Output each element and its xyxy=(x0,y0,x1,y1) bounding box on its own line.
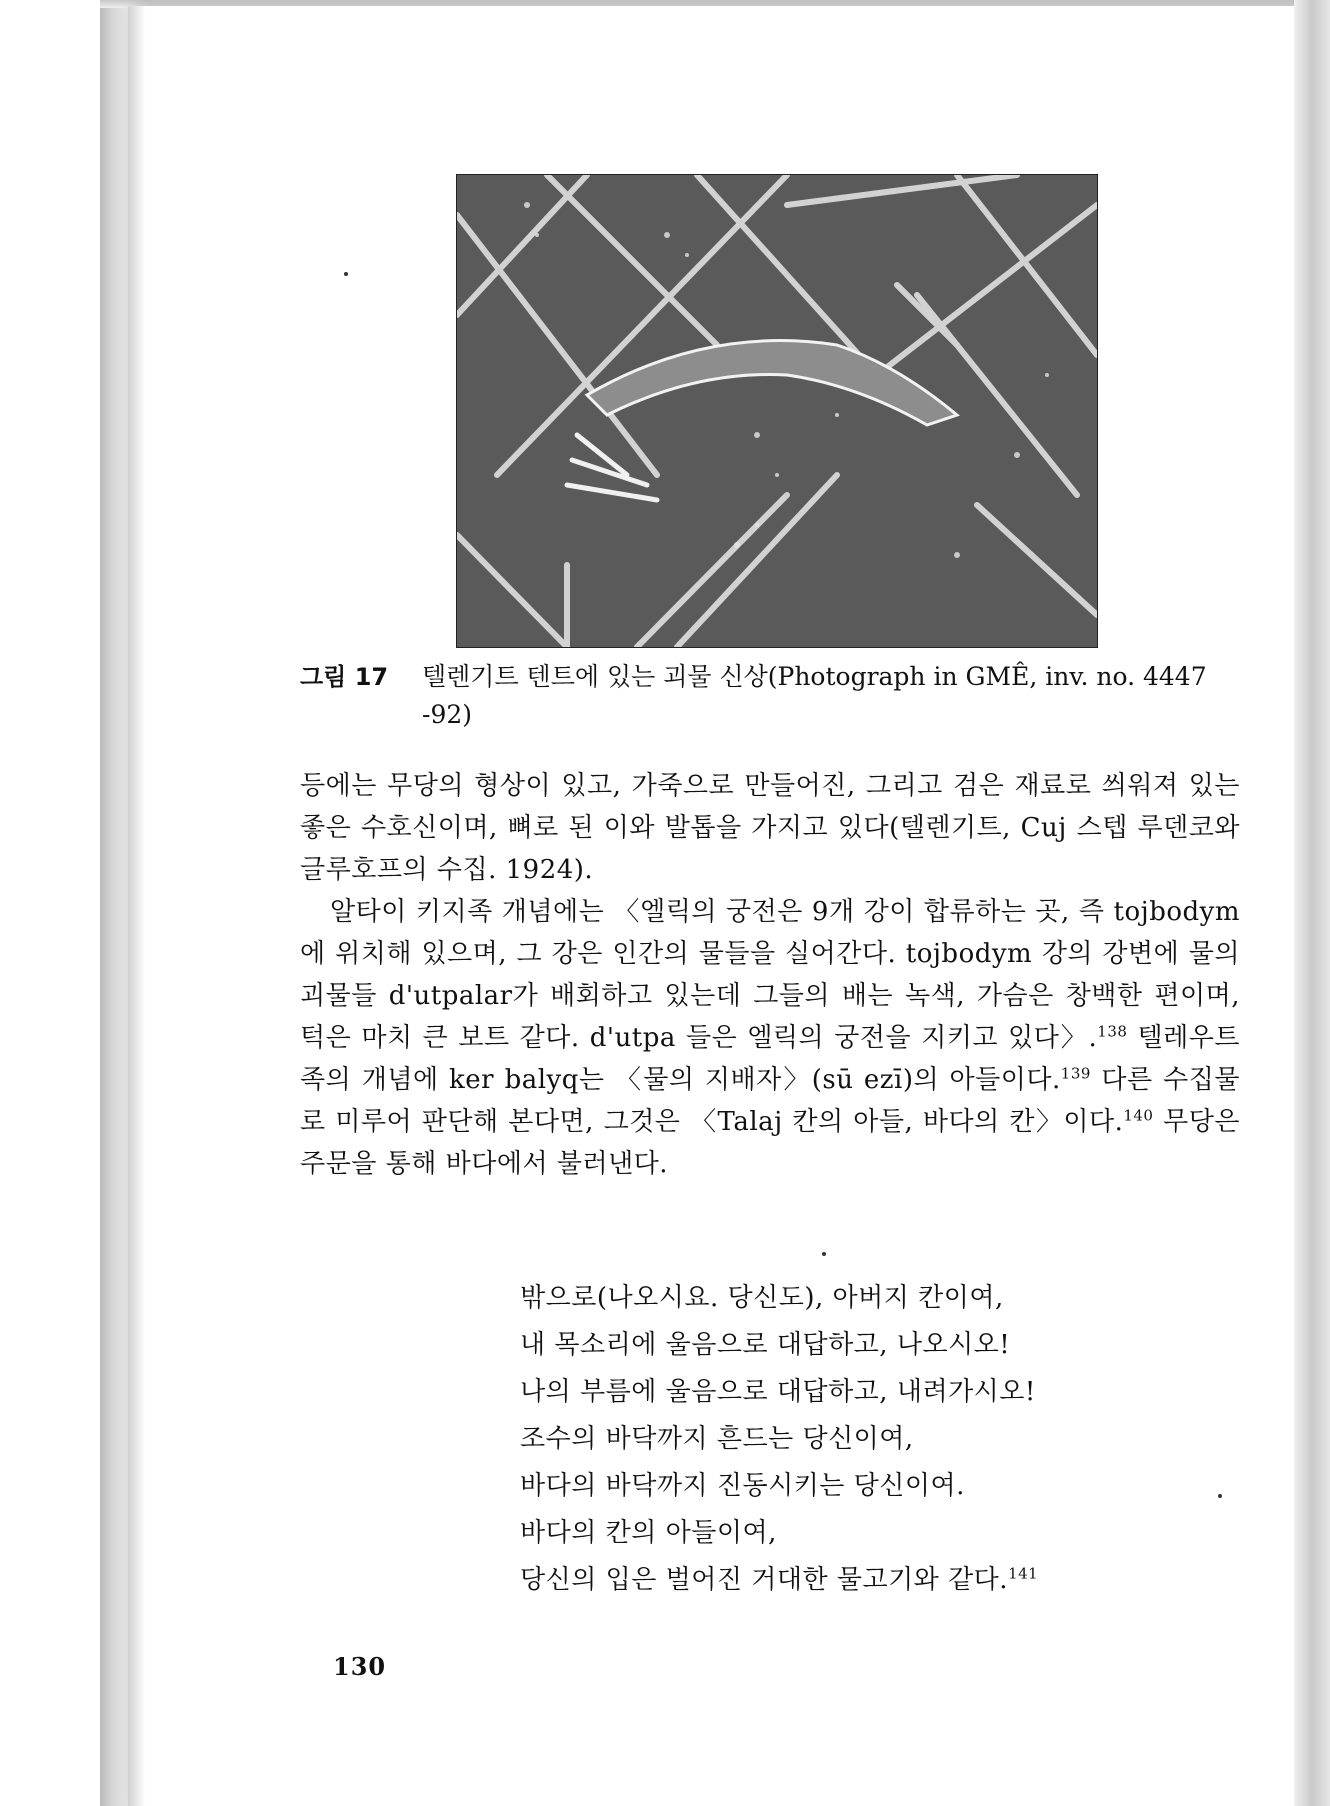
poem-line: 조수의 바닥까지 흔드는 당신이여, xyxy=(520,1424,914,1454)
paragraph-2 xyxy=(300,891,1240,1185)
paragraph-2-part-2: 텔레우트족의 개념에 ker balyq는 〈물의 지배자〉(sū ezī)의 아들이다. xyxy=(300,1023,1240,1095)
stray-dot xyxy=(1218,1494,1222,1498)
footnote-ref-139: 139 xyxy=(1060,1064,1091,1083)
poem-line-last xyxy=(520,1557,1160,1604)
body-text xyxy=(300,765,1240,1185)
poem-block xyxy=(520,1275,1160,1604)
poem-line: 바다의 칸의 아들이여, xyxy=(520,1518,777,1548)
book-edge-left xyxy=(100,0,130,1806)
stray-dot xyxy=(344,272,348,276)
paragraph-1: 등에는 무당의 형상이 있고, 가죽으로 만들어진, 그리고 검은 재료로 씌워져 있는 좋은 수호신이며, 뼈로 된 이와 발톱을 가지고 있다(텔렌기트, Cuj 스텝 루덴코와 글루호프의 수집. 1924). xyxy=(300,771,1240,885)
stray-dot xyxy=(822,1252,826,1256)
figure-caption xyxy=(300,658,1240,734)
figure-photograph xyxy=(456,174,1098,648)
paragraph-2-part-3: 다른 수집물로 미루어 판단해 본다면, 그것은 〈Talaj 칸의 아들, 바다의 칸〉이다. xyxy=(300,1065,1240,1137)
poem-line: 나의 부름에 울음으로 대답하고, 내려가시오! xyxy=(520,1377,1036,1407)
poem-line: 밖으로(나오시요. 당신도), 아버지 칸이여, xyxy=(520,1283,1004,1313)
poem-line: 바다의 바닥까지 진동시키는 당신이여. xyxy=(520,1471,965,1501)
paragraph-2-part-4: 무당은 주문을 통해 바다에서 불러낸다. xyxy=(300,1107,1240,1179)
page-gutter-shadow xyxy=(128,6,146,1806)
figure-label: 그림 17 xyxy=(300,663,389,691)
figure-caption-text: 텔렌기트 텐트에 있는 괴물 신상(Photograph in GMÊ, inv. no. 4447 -92) xyxy=(422,662,1207,729)
footnote-ref-138: 138 xyxy=(1097,1022,1128,1041)
poem-line-text: 당신의 입은 벌어진 거대한 물고기와 같다. xyxy=(520,1565,1009,1595)
paragraph-2-part-1: 알타이 키지족 개념에는 〈엘릭의 궁전은 9개 강이 합류하는 곳, 즉 tojbodym에 위치해 있으며, 그 강은 인간의 물들을 실어간다. tojbodym 강의 강변에 물의 괴물들 d'utpalar가 배회하고 있는데 그들의 배는 녹색, 가슴은 창백한 편이며, 턱은 마치 큰 보트 같다. d'utpa 들은 엘릭의 궁전을 지키고 있다〉. xyxy=(300,897,1240,1053)
footnote-ref-140: 140 xyxy=(1123,1106,1154,1125)
monster-idol-photo xyxy=(457,175,1097,647)
poem-line: 내 목소리에 울음으로 대답하고, 나오시오! xyxy=(520,1330,1011,1360)
page-number: 130 xyxy=(333,1652,387,1681)
footnote-ref-141: 141 xyxy=(1008,1564,1039,1583)
book-edge-right xyxy=(1294,0,1330,1806)
